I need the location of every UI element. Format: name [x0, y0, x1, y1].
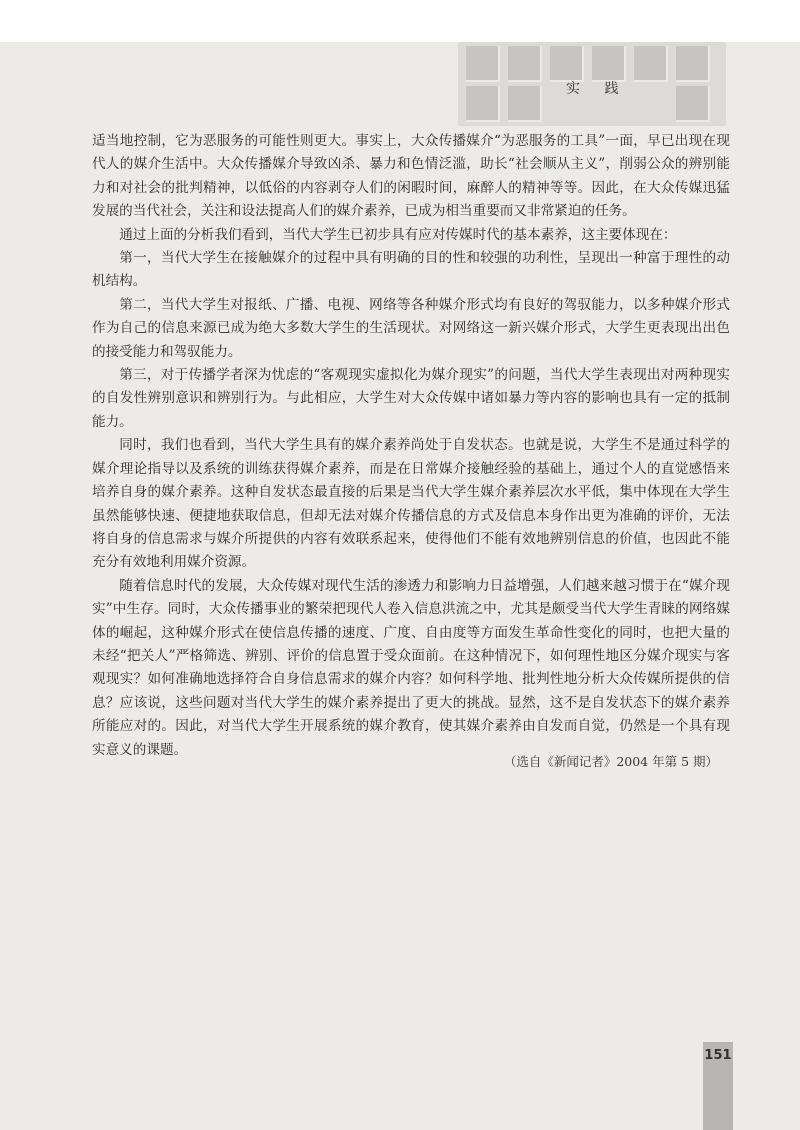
decor-block [634, 46, 668, 82]
decor-block [550, 46, 584, 82]
paragraph: 第二，当代大学生对报纸、广播、电视、网络等各种媒介形式均有良好的驾驭能力，以多种媒介形式作为自己的信息来源已成为绝大多数大学生的生活现状。对网络这一新兴媒介形式，大学生更表现出出色的接受能力和驾驭能力。 [92, 296, 730, 360]
paragraph: 通过上面的分析我们看到，当代大学生已初步具有应对传媒时代的基本素养，这主要体现在： [119, 226, 677, 243]
decor-block [676, 46, 710, 82]
page-number: 151 [704, 1048, 732, 1063]
source-citation: （选自《新闻记者》2004 年第 5 期） [503, 754, 718, 769]
decor-block [508, 86, 542, 122]
paragraph: 第一，当代大学生在接触媒介的过程中具有明确的目的性和较强的功利性，呈现出一种富于理性的动机结构。 [92, 250, 730, 290]
paragraph: 第三，对于传播学者深为忧虑的“客观现实虚拟化为媒介现实”的问题，当代大学生表现出对两种现实的自发性辨别意识和辨别行为。与此相应，大学生对大众传媒中诸如暴力等内容的影响也具有一定的抵制能力。 [92, 367, 730, 430]
paragraph: 适当地控制，它为恶服务的可能性则更大。事实上，大众传播媒介“为恶服务的工具”一面，早已出现在现代人的媒介生活中。大众传播媒介导致凶杀、暴力和色情泛滥，助长“社会顺从主义”，削弱公众的辨别能力和对社会的批判精神，以低俗的内容剥夺人们的闲暇时间，麻醉人的精神等等。因此，在大众传媒迅猛发展的当代社会，关注和设法提高人们的媒介素养，已成为相当重要而又非常紧迫的任务。 [92, 133, 730, 220]
decor-block [676, 86, 710, 122]
paragraph: 同时，我们也看到，当代大学生具有的媒介素养尚处于自发状态。也就是说，大学生不是通过科学的媒介理论指导以及系统的训练获得媒介素养，而是在日常媒介接触经验的基础上，通过个人的直觉感悟来培养自身的媒介素养。这种自发状态最直接的后果是当代大学生媒介素养层次水平低，集中体现在大学生虽然能够快速、便捷地获取信息，但却无法对媒介传播信息的方式及信息本身作出更为准确的评价，无法将自身的信息需求与媒介所提供的内容有效联系起来，使得他们不能有效地辨别信息的价值，也因此不能充分有效地利用媒介资源。 [92, 437, 730, 571]
book-page [0, 42, 800, 1130]
paragraph: 随着信息时代的发展，大众传媒对现代生活的渗透力和影响力日益增强，人们越来越习惯于在“媒介现实”中生存。同时，大众传播事业的繁荣把现代人卷入信息洪流之中，尤其是颇受当代大学生青睐的网络媒体的崛起，这种媒介形式在使信息传播的速度、广度、自由度等方面发生革命性变化的同时，也把大量的未经“把关人”严格筛选、辨别、评价的信息置于受众面前。在这种情况下，如何理性地区分媒介现实与客观现实？如何准确地选择符合自身信息需求的媒介内容？如何科学地、批判性地分析大众传媒所提供的信息？应该说，这些问题对当代大学生的媒介素养提出了更大的挑战。显然，这不是自发状态下的媒介素养所能应对的。因此，对当代大学生开展系统的媒介教育，使其媒介素养由自发而自觉，仍然是一个具有现实意义的课题。 [92, 577, 730, 758]
article-body [92, 130, 730, 762]
decor-block [508, 46, 542, 82]
decor-block [592, 46, 626, 82]
section-title: 实 践 [566, 81, 629, 97]
decor-block [466, 86, 500, 122]
decor-block [466, 46, 500, 82]
